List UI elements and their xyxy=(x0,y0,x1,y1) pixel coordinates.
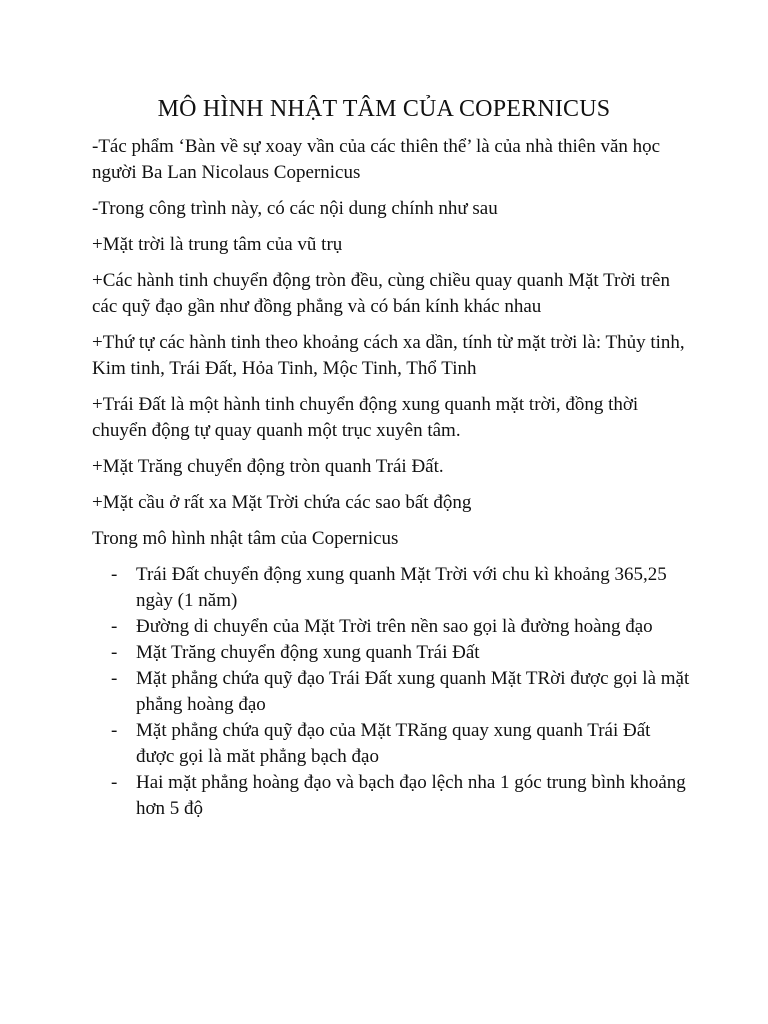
list-item-text: Mặt phẳng chứa quỹ đạo của Mặt TRăng quay xung quanh Trái Đất được gọi là măt phẳng bạch đạo xyxy=(136,720,651,767)
paragraph-planet-orbits: +Các hành tinh chuyển động tròn đều, cùng chiều quay quanh Mặt Trời trên các quỹ đạo gần như đồng phẳng và có bán kính khác nhau xyxy=(92,270,670,317)
bullet-marker: - xyxy=(111,616,118,637)
paragraph-earth-motion: +Trái Đất là một hành tinh chuyển động xung quanh mặt trời, đồng thời chuyển động tự quay quanh một trục xuyên tâm. xyxy=(92,394,639,441)
list-item-text: Đường di chuyển của Mặt Trời trên nền sao gọi là đường hoàng đạo xyxy=(136,616,653,637)
bullet-marker: - xyxy=(111,564,118,585)
list-item-text: Mặt Trăng chuyển động xung quanh Trái Đất xyxy=(136,642,480,663)
list-item xyxy=(92,640,692,666)
list-item xyxy=(92,614,692,640)
bullet-marker: - xyxy=(111,642,118,663)
page-title: MÔ HÌNH NHẬT TÂM CỦA COPERNICUS xyxy=(157,96,611,122)
list-item xyxy=(92,666,692,718)
paragraph-moon-motion: +Mặt Trăng chuyển động tròn quanh Trái Đất. xyxy=(92,456,444,477)
paragraph-fixed-stars: +Mặt cầu ở rất xa Mặt Trời chứa các sao bất động xyxy=(92,492,472,513)
bullet-marker: - xyxy=(111,668,118,689)
paragraph-model-heading: Trong mô hình nhật tâm của Copernicus xyxy=(92,528,399,549)
bullet-marker: - xyxy=(111,720,118,741)
bullet-list xyxy=(92,562,692,822)
list-item-text: Trái Đất chuyển động xung quanh Mặt Trời với chu kì khoảng 365,25 ngày (1 năm) xyxy=(136,564,667,611)
list-item-text: Hai mặt phẳng hoàng đạo và bạch đạo lệch nha 1 góc trung bình khoảng hơn 5 độ xyxy=(136,772,686,819)
bullet-marker: - xyxy=(111,772,118,793)
paragraph-planet-order: +Thứ tự các hành tinh theo khoảng cách xa dần, tính từ mặt trời là: Thủy tinh, Kim tinh, Trái Đất, Hỏa Tinh, Mộc Tinh, Thổ Tinh xyxy=(92,332,685,379)
paragraph-main-contents: -Trong công trình này, có các nội dung chính như sau xyxy=(92,198,498,219)
list-item xyxy=(92,770,692,822)
list-item xyxy=(92,562,692,614)
paragraph-sun-center: +Mặt trời là trung tâm của vũ trụ xyxy=(92,234,343,255)
paragraph-work-intro: -Tác phẩm ‘Bàn về sự xoay vần của các thiên thể’ là của nhà thiên văn học người Ba Lan Nicolaus Copernicus xyxy=(92,136,661,183)
list-item xyxy=(92,718,692,770)
document-body xyxy=(92,134,692,822)
list-item-text: Mặt phẳng chứa quỹ đạo Trái Đất xung quanh Mặt TRời được gọi là mặt phẳng hoàng đạo xyxy=(136,668,690,715)
